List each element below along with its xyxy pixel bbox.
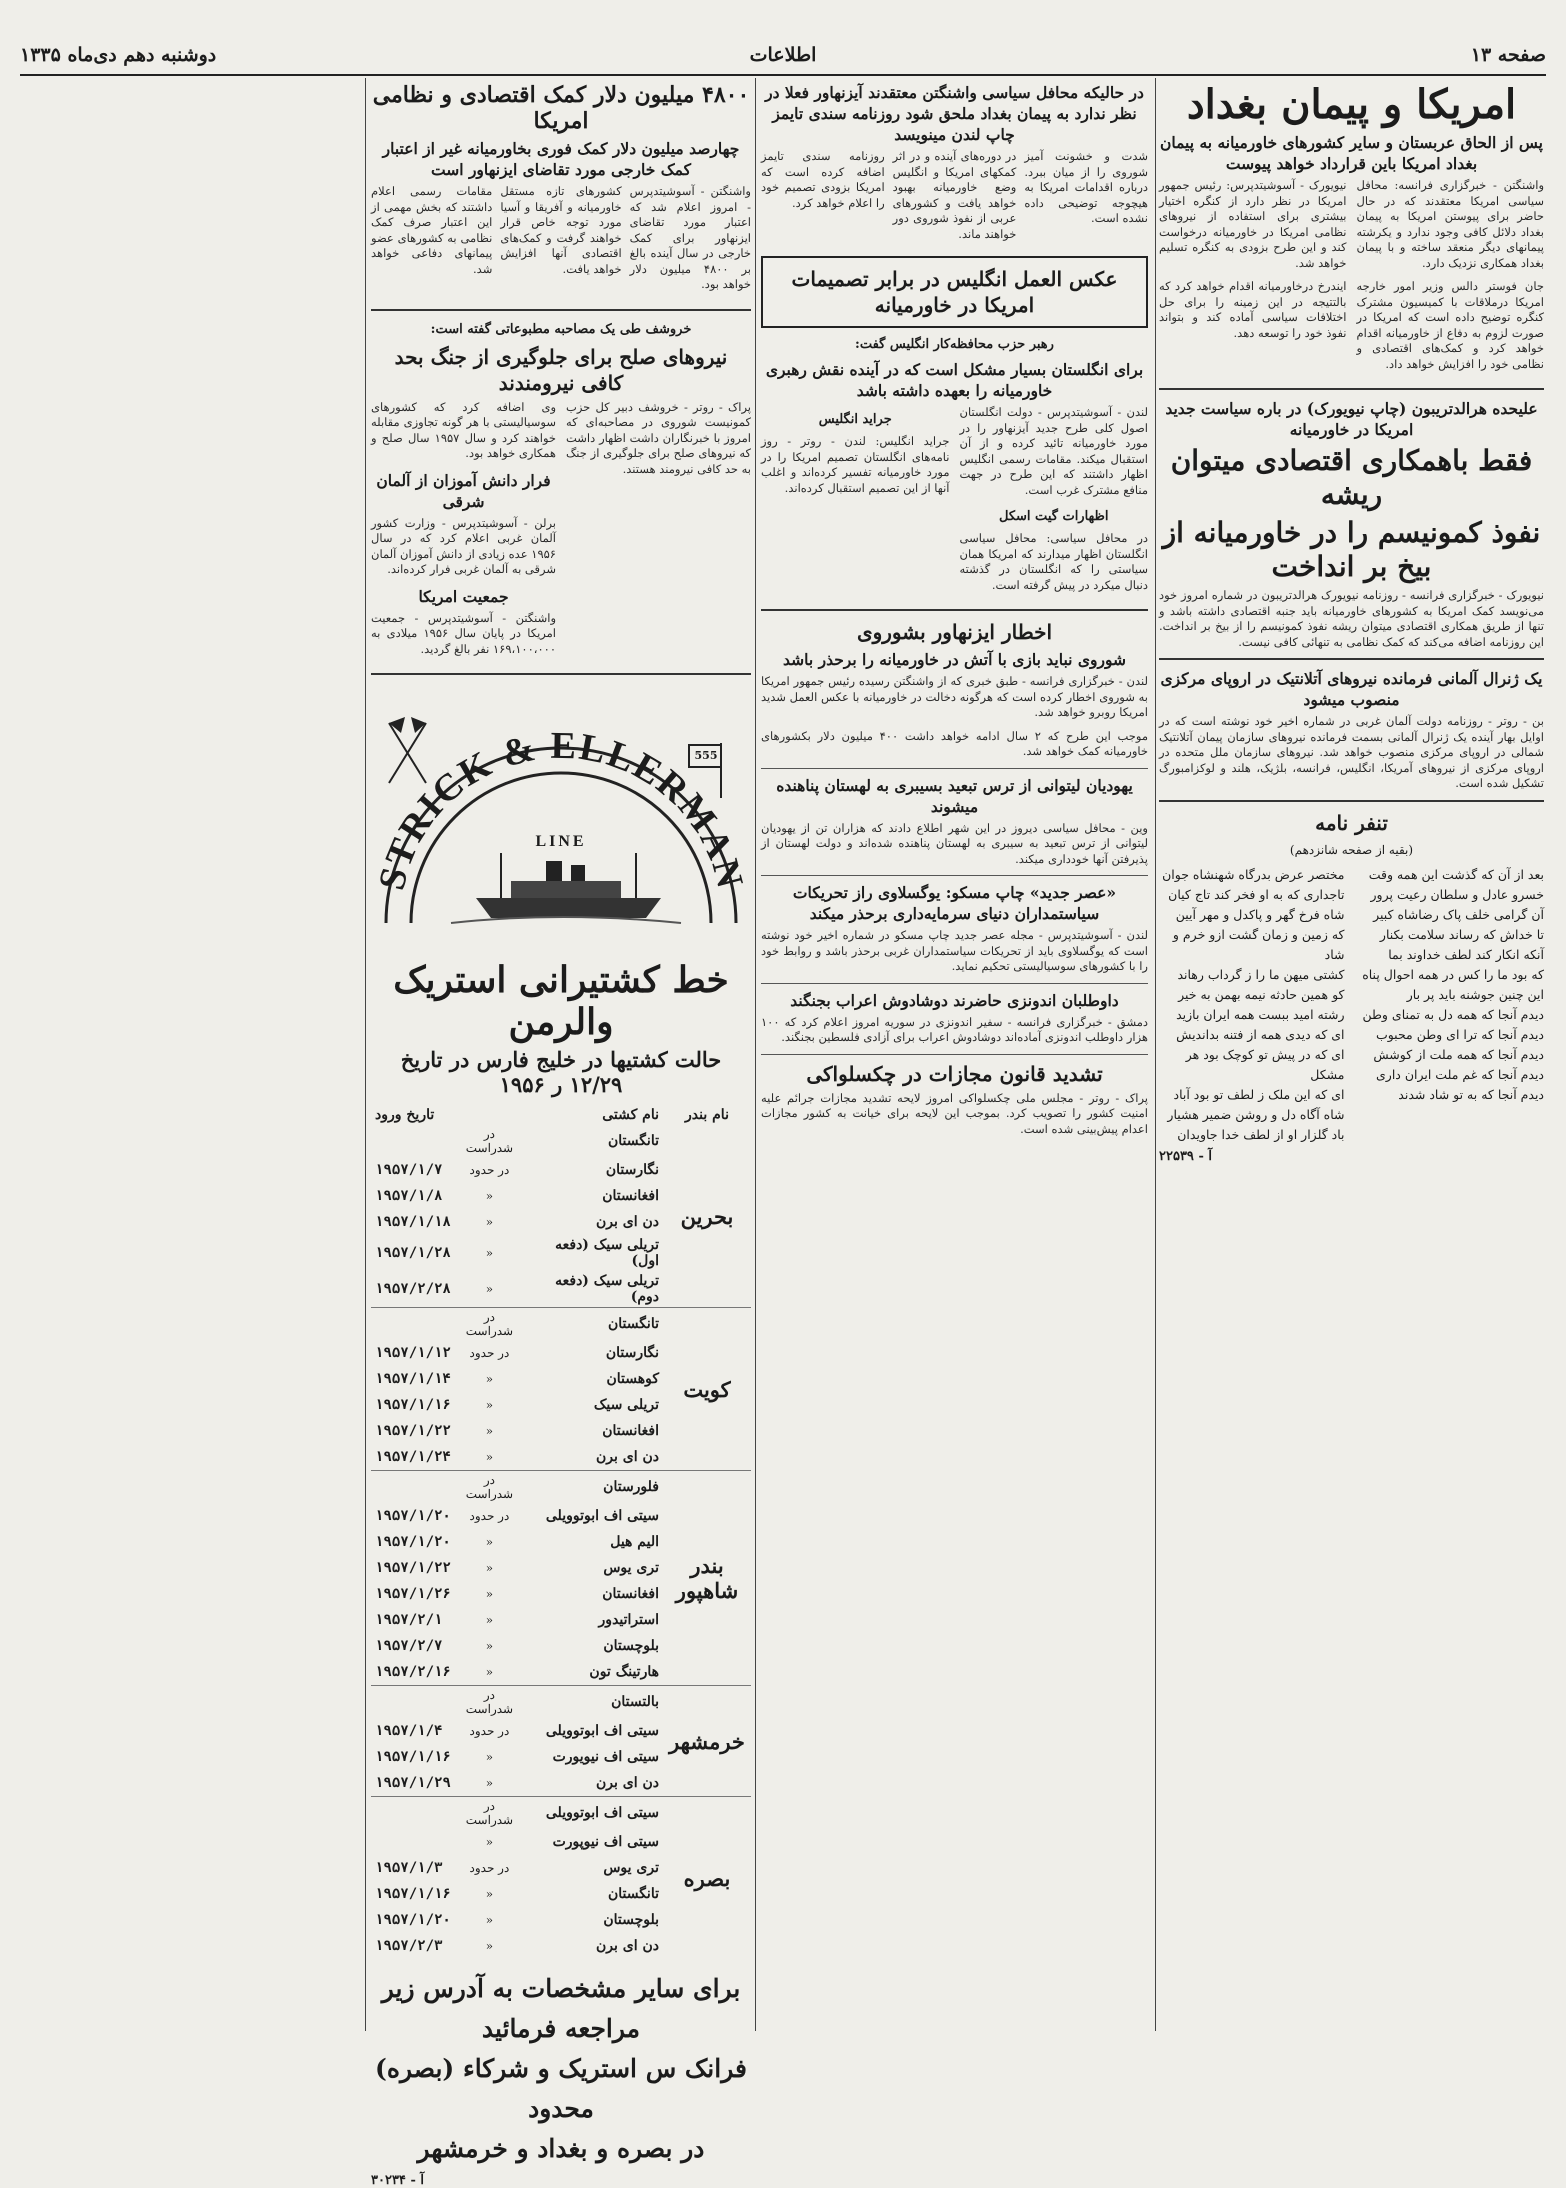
section-heading: اظهارات گیت اسکل xyxy=(999,509,1109,524)
arrival-date: ۱۹۵۷/۱/۲۰ xyxy=(375,1912,451,1928)
col-port-header: نام بندر xyxy=(685,1107,729,1123)
table-header-row xyxy=(371,1105,751,1125)
poem-line: دیدم آنجا که غم ملت ایران داری xyxy=(1376,1066,1544,1082)
table-row xyxy=(371,1686,751,1719)
divider xyxy=(1159,800,1544,802)
page-header xyxy=(20,40,1546,76)
poem-line: مختصر عرض بدرگاه شهنشاه جوان xyxy=(1162,866,1345,882)
ship-name: الیم هیل xyxy=(610,1534,659,1550)
poem-column-left xyxy=(1159,865,1345,1145)
arrival-date: ۱۹۵۷/۲/۷ xyxy=(375,1638,443,1654)
article-heading: علیحده هرالدتریبون (چاپ نیویورک) در باره سیاست جدید امریکا در خاورمیانه xyxy=(1165,399,1538,439)
poem-line: دیدم آنجا که همه دل به تمنای وطن xyxy=(1362,1006,1544,1022)
poem-column-right xyxy=(1359,865,1545,1145)
divider xyxy=(761,768,1148,769)
column-1 xyxy=(1159,78,1544,2031)
ship-name: افغانستان xyxy=(602,1188,659,1204)
ship-name: استراتیدور xyxy=(598,1612,659,1628)
steamship-icon xyxy=(451,853,681,923)
article-subheadline: شوروی نباید بازی با آتش در خاورمیانه را برحذر باشد xyxy=(783,650,1126,669)
arrival-date xyxy=(371,1308,455,1341)
ship-status: « xyxy=(485,1587,494,1601)
strick-ellerman-logo xyxy=(371,683,751,953)
ship-name: تریلی سیک (دفعه دوم) xyxy=(555,1273,659,1305)
ship-name: دن ای برن xyxy=(595,1449,659,1465)
divider xyxy=(371,673,751,675)
poem-line: ای که این ملک ز لطف تو بود آباد xyxy=(1173,1086,1345,1102)
poem-line: بعد از آن که گذشت این همه وقت xyxy=(1368,866,1544,882)
col-ship-header: نام کشتی xyxy=(602,1107,659,1123)
divider xyxy=(371,309,751,311)
column-3 xyxy=(371,78,751,2188)
ship-name: سیتی اف نیوپورت xyxy=(552,1834,659,1850)
ship-name: بلوچستان xyxy=(603,1912,659,1928)
paragraph: موجب این طرح که ۲ سال ادامه خواهد داشت ۴۰۰ میلیون دلار بکشورهای خاورمیانه کمک خواهد شد. xyxy=(761,728,1148,758)
table-row xyxy=(371,1797,751,1830)
article-body xyxy=(371,400,751,666)
headline-eisenhower-warning: اخطار ایزنهاور بشوروی xyxy=(856,620,1053,644)
headline-sunday-times: در حالیکه محافل سیاسی واشنگتن معتقدند آیزنهاور فعلا در نظر ندارد به پیمان بغداد ملحق شود روزنامه سندی تایمز چاپ لندن مینویسد xyxy=(765,83,1144,144)
paragraph: پراک - روتر - خروشف دبیر کل حزب کمونیست شوروی در مصاحبه‌ای که امروز با خبرنگاران داشت اظهار داشت که نیروهای صلح برای جلوگیری از جنگ به حد کافی نیرومند هستند. xyxy=(566,399,751,476)
paragraph: برلن - آسوشیتدپرس - وزارت کشور آلمان غربی اعلام کرد که در سال ۱۹۵۶ عده زیادی از دانش آموزان آلمان شرقی به آلمان غربی فرار کرده‌اند. xyxy=(371,515,556,576)
poem-line: شاه فرخ گهر و پاکدل و مهر آیین xyxy=(1175,906,1345,922)
ship-status: در حدود xyxy=(469,1724,510,1738)
headline-indonesia-volunteers: داوطلبان اندونزی حاضرند دوشادوش اعراب بجنگند xyxy=(790,990,1119,1010)
article-body xyxy=(761,149,1148,250)
ship-status: در شدراست xyxy=(455,1686,524,1719)
paragraph: نیویورک - آسوشیتدپرس: رئیس جمهور امریکا در نظر دارد از کنگره اختیار بیشتری برای استفاده از نیروهای نظامی امریکا در خاورمیانه درخواست کند و این طرح بزودی به کنگره تسلیم خواهد شد. xyxy=(1159,178,1347,270)
poem-line: دیدم آنجا که همه ملت از کوشش xyxy=(1373,1046,1544,1062)
ship-status: « xyxy=(485,1398,494,1412)
ship-status: « xyxy=(485,1639,494,1653)
headline-new-times-yugoslavia: «عصر جدید» چاپ مسکو: یوگسلاوی راز تحریکات سیاستمداران دنیای سرمایه‌داری برحذر میکند xyxy=(792,883,1117,923)
paragraph: لندن - آسوشیتدپرس - مجله عصر جدید چاپ مسکو در شماره اخیر خود نوشته است که یوگسلاوی باید از تحریکات سیاستمداران غربی برحذر باشد و روابط خود را با کشورهای سوسیالیستی تحکیم نماید. xyxy=(761,928,1148,973)
headline-british-reaction: عکس العمل انگلیس در برابر تصمیمات امریکا در خاورمیانه xyxy=(791,267,1118,317)
ship-status: « xyxy=(485,1372,494,1386)
arrival-date: ۱۹۵۷/۱/۷ xyxy=(375,1162,443,1178)
ship-status: « xyxy=(485,1776,494,1790)
ship-name: تانگستان xyxy=(607,1886,659,1902)
ship-status: در شدراست xyxy=(455,1797,524,1830)
schedule-subtitle: حالت کشتیها در خلیج فارس در تاریخ ۱۲/۲۹ ر ۱۹۵۶ xyxy=(400,1047,722,1097)
poem-line: ای که در پیش تو کوچک بود هر مشکل xyxy=(1185,1046,1345,1082)
headline-czech-law: تشدید قانون مجازات در چکسلواکی xyxy=(806,1061,1103,1086)
ad-reference: آ - ۳۰۲۳۴ xyxy=(371,2173,424,2188)
ship-status: « xyxy=(485,1913,494,1927)
ship-name: تانگستان xyxy=(524,1308,663,1341)
column-rule xyxy=(365,78,366,2031)
subheadline: پس از الحاق عربستان و سایر کشورهای خاورمیانه به پیمان بغداد امریکا باین قرارداد خواهد پیوست xyxy=(1159,133,1543,173)
ship-name: کوهستان xyxy=(606,1371,659,1387)
column-rule xyxy=(1155,78,1156,2031)
poem-line: شاه آگاه دل و روشن ضمیر هشیار xyxy=(1167,1106,1345,1122)
footer-line: برای سایر مشخصات به آدرس زیر مراجعه فرمائید xyxy=(381,1974,741,2043)
paragraph: جان فوستر دالس وزیر امور خارجه امریکا درملاقات با کمیسیون مشترک کنگره توضیح داده است که امریکا در صورت لزوم به دفاع از خاورمیانه اقدام خواهد کرد و کمک‌های اقتصادی و نظامی خود را افزایش خواهد داد. xyxy=(1356,279,1544,371)
paragraph: وی اضافه کرد که کشورهای سوسیالیستی با هر گونه تجاوزی مقابله خواهند کرد و سال ۱۹۵۷ سال صلح و همکاری خواهد بود. xyxy=(371,399,556,460)
newspaper-name: اطلاعات xyxy=(749,44,817,66)
headline-lithuania-jews: یهودیان لیتوانی از ترس تبعید بسیبری به لهستان پناهنده میشوند xyxy=(776,775,1133,816)
poem-line: کشتی میهن ما را ز گرداب رهاند xyxy=(1177,966,1345,982)
paragraph: در دوره‌های آینده و در اثر کمکهای امریکا و انگلیس وضع خاورمیانه بهبود خواهد یافت و کشورهای عربی از نفوذ شوروی دور خواهند ماند. xyxy=(892,149,1017,241)
ship-name: بلوچستان xyxy=(603,1638,659,1654)
ship-name: سیتی اف ابوتوویلی xyxy=(545,1508,659,1524)
poem-line: که زمین و زمان گشت ازو خرم و شاد xyxy=(1172,926,1345,962)
ship-name: تری یوس xyxy=(603,1860,659,1876)
ship-status: « xyxy=(485,1613,494,1627)
port-name: کویت xyxy=(663,1308,751,1471)
section-heading: جراید انگلیس xyxy=(818,412,892,427)
ship-name: فلورستان xyxy=(524,1471,663,1504)
ship-name: سیتی اف ابوتوویلی xyxy=(524,1797,663,1830)
ship-name: افغانستان xyxy=(602,1586,659,1602)
ship-name: نگارستان xyxy=(605,1345,659,1361)
article-kicker: خروشف طی یک مصاحبه مطبوعاتی گفته است: xyxy=(430,321,692,337)
poem-line: آنکه انکار کند لطف خداوند بما xyxy=(1388,946,1544,962)
arrival-date: ۱۹۵۷/۱/۲۰ xyxy=(375,1508,451,1524)
crossed-flags-icon xyxy=(389,717,426,783)
headline-4800-million: ۴۸۰۰ میلیون دلار کمک اقتصادی و نظامی امریکا xyxy=(372,82,750,134)
ship-status: « xyxy=(485,1665,494,1679)
arrival-date: ۱۹۵۷/۱/۱۶ xyxy=(375,1749,451,1765)
article-body xyxy=(761,405,1148,601)
paragraph: لندن - آسوشیتدپرس - دولت انگلستان اصول کلی طرح جدید آیزنهاور را در مورد خاورمیانه تائید کرده و از آن استقبال میکند. مقامات رسمی انگلیس اظهار داشتند که این طرح در جهت منافع مشترک غرب است. xyxy=(959,405,1148,497)
ship-status: « xyxy=(485,1835,494,1849)
poem-line: رشته امید ببست همه ایران بازید xyxy=(1176,1006,1345,1022)
article-subheadline: برای انگلستان بسیار مشکل است که در آینده نقش رهبری خاورمیانه را بعهده داشته باشد xyxy=(765,360,1144,400)
arrival-date: ۱۹۵۷/۱/۱۶ xyxy=(375,1397,451,1413)
paragraph: شدت و خشونت آمیز شوروی را از میان ببرد. درباره اقدامات امریکا به هیچوجه توضیحی داده نشده است. xyxy=(1024,149,1148,225)
divider xyxy=(761,1054,1148,1055)
poem-title: تنفر نامه xyxy=(1315,810,1388,835)
port-name: بندر شاهپور xyxy=(663,1471,751,1686)
poem-line: باد گلزار او از لطف خدا جاویدان xyxy=(1177,1126,1345,1142)
footer-line: فرانک س استریک و شرکاء (بصره) محدود xyxy=(375,2054,747,2123)
arrival-date: ۱۹۵۷/۱/۸ xyxy=(375,1188,443,1204)
table-row xyxy=(371,1308,751,1341)
paragraph: کشورهای تازه مستقل خاورمیانه و آفریقا و آسیا مورد توجه خاص قرار خواهند گرفت و کمک‌های اقتصادی آنها افزایش خواهد یافت. xyxy=(500,184,622,276)
arrival-date xyxy=(371,1797,455,1830)
paragraph: دمشق - خبرگزاری فرانسه - سفیر اندونزی در سوریه امروز اعلام کرد که ۱۰۰ هزار داوطلب اندونزی آماده‌اند دوشادوش اعراب برای آزادی فلسطین بجنگند. xyxy=(761,1014,1148,1044)
arrival-date xyxy=(371,1686,455,1719)
poem-line: خسرو عادل و سلطان رعیت پرور xyxy=(1370,886,1544,902)
arrival-date: ۱۹۵۷/۱/۱۴ xyxy=(375,1371,451,1387)
paragraph: جراید انگلیس: لندن - روتر - روز نامه‌های انگلستان تصمیم امریکا را در مورد خاورمیانه تفسیر کرده‌اند و اغلب آنها از این تصمیم استقبال کرده‌اند. xyxy=(761,434,950,495)
ship-status: « xyxy=(485,1939,494,1953)
arrival-date: ۱۹۵۷/۱/۲۸ xyxy=(375,1245,451,1261)
arrival-date: ۱۹۵۷/۱/۱۸ xyxy=(375,1214,451,1230)
ship-status: « xyxy=(485,1887,494,1901)
poem-line: ای که دیدی همه از فتنه بداندیش xyxy=(1176,1026,1345,1042)
headline-peace-forces: نیروهای صلح برای جلوگیری از جنگ بحد کافی نیرومندند xyxy=(394,344,728,395)
arrival-date: ۱۹۵۷/۲/۱ xyxy=(375,1612,443,1628)
poem-line: دیدم آنجا که ترا ای وطن محبوب xyxy=(1375,1026,1544,1042)
footer-line: در بصره و بغداد و خرمشهر xyxy=(417,2134,705,2163)
paragraph: روزنامه سندی تایمز اضافه کرده است که امریکا بزودی تصمیم خود را اعلام خواهد کرد. xyxy=(760,149,885,210)
headline-america-baghdad-pact: امریکا و پیمان بغداد xyxy=(1186,81,1517,128)
ad-footer xyxy=(371,1969,751,2169)
paragraph: وین - محافل سیاسی دیروز در این شهر اطلاع دادند که هزاران تن از یهودیان لیتوانی از ترس تبعید به سیبری به لهستان پناهنده شده‌اند و دولت لهستان از پذیرفتن آنها خودداری میکند. xyxy=(761,820,1148,866)
arrival-date xyxy=(371,1829,455,1855)
poem-line: آن گرامی خلف پاک رضاشاه کبیر xyxy=(1373,906,1544,922)
logo-line: LINE xyxy=(535,833,587,850)
ship-status: در حدود xyxy=(469,1163,510,1177)
ship-name: تری یوس xyxy=(603,1560,659,1576)
arrival-date: ۱۹۵۷/۱/۳ xyxy=(375,1860,443,1876)
ship-name: دن ای برن xyxy=(595,1938,659,1954)
headline-economic-cooperation: فقط باهمکاری اقتصادی میتوان ریشه xyxy=(1170,444,1533,511)
divider xyxy=(761,609,1148,611)
headline-communism-influence: نفوذ کمونیسم را در خاورمیانه از بیخ بر انداخت xyxy=(1162,516,1541,583)
headline-box xyxy=(761,256,1148,328)
ship-status: « xyxy=(485,1215,494,1229)
headline-german-general: یک ژنرال آلمانی فرمانده نیروهای آتلانتیک در اروپای مرکزی منصوب میشود xyxy=(1160,669,1543,709)
ship-name: هارتینگ تون xyxy=(589,1664,659,1680)
logo-name: STRICK & ELLERMAN xyxy=(371,724,751,895)
divider xyxy=(1159,388,1544,390)
article-kicker: رهبر حزب محافظه‌کار انگلیس گفت: xyxy=(855,337,1054,352)
col-date-header: تاریخ ورود xyxy=(375,1107,435,1123)
arrival-date: ۱۹۵۷/۲/۳ xyxy=(375,1938,443,1954)
headline-us-population: جمعیت امریکا xyxy=(418,586,509,606)
headline-east-german-students: فرار دانش آموزان از آلمان شرقی xyxy=(376,470,551,511)
paragraph: لندن - خبرگزاری فرانسه - طبق خبری که از واشنگتن رسیده رئیس جمهور امریکا به شوروی اخطار کرده است که هرگونه دخالت در خاورمیانه با عکس العمل شدید امریکا روبرو خواهد شد. xyxy=(761,674,1148,719)
paragraph: مقامات رسمی اعلام داشتند که بخش مهمی از این اعتبار صرف کمک نظامی به کشورهای عضو پیمانهای دفاعی خواهد شد. xyxy=(371,184,493,276)
article-body xyxy=(371,184,751,301)
ship-name: نگارستان xyxy=(605,1162,659,1178)
shipping-line-title: خط کشتیرانی استریک والرمن xyxy=(393,959,729,1043)
paragraph: واشنگتن - آسوشیتدپرس - جمعیت امریکا در پایان سال ۱۹۵۶ میلادی به ۱۶۹،۱۰۰،۰۰۰ نفر بالغ گردید. xyxy=(371,610,556,656)
ship-status: در حدود xyxy=(469,1861,510,1875)
column-4 xyxy=(20,78,360,2031)
ship-name: بالتستان xyxy=(524,1686,663,1719)
subheadline: چهارصد میلیون دلار کمک فوری بخاورمیانه غیر از اعتبار کمک خارجی مورد تقاضای ایزنهاور است xyxy=(382,139,740,179)
arrival-date: ۱۹۵۷/۱/۴ xyxy=(375,1723,443,1739)
poem-line: این چنین جوشنه باید پر بار xyxy=(1406,986,1544,1002)
arrival-date: ۱۹۵۷/۱/۲۲ xyxy=(375,1560,451,1576)
divider xyxy=(761,875,1148,876)
poem-line: دیدم آنجا که به تو شاد شدند xyxy=(1398,1086,1544,1102)
flag-number: 555 xyxy=(694,749,718,762)
poem-line: کو همین حادثه نیمه بهمن به خیر xyxy=(1178,986,1345,1002)
ship-status: در شدراست xyxy=(455,1471,524,1504)
paragraph: واشنگتن - آسوشیتدپرس - امروز اعلام شد که اعتبار مورد تقاضای ایزنهاور برای کمک خارجی در سال آینده بالغ بر ۴۸۰۰ میلیون دلار خواهد بود. xyxy=(629,184,751,291)
ship-name: دن ای برن xyxy=(595,1775,659,1791)
arrival-date: ۱۹۵۷/۱/۲۲ xyxy=(375,1423,451,1439)
column-rule xyxy=(755,78,756,2031)
paragraph: در محافل سیاسی: محافل سیاسی انگلستان اظهار میدارند که امریکا همان سیاستی را که انگلستان در گذشته دنبال میکرد در پیش گرفته است. xyxy=(959,531,1148,592)
ship-status: « xyxy=(485,1189,494,1203)
article-body xyxy=(1159,178,1544,380)
ship-name: افغانستان xyxy=(602,1423,659,1439)
port-name: بصره xyxy=(663,1797,751,1960)
paragraph: پراک - روتر - مجلس ملی چکسلواکی امروز لایحه تشدید مجازات جرائم علیه امنیت کشور را تصویب کرد. بموجب این لایحه برای خیانت به کشور مجازات اعدام پیش‌بینی شده است. xyxy=(761,1090,1148,1136)
poem-body xyxy=(1159,865,1544,1145)
ship-name: سیتی اف نیویورت xyxy=(552,1749,659,1765)
ship-status: « xyxy=(485,1424,494,1438)
issue-date: دوشنبه دهم دی‌ماه ۱۳۳۵ xyxy=(20,44,217,66)
paragraph: بن - روتر - روزنامه دولت آلمان غربی در شماره اخیر خود نوشته است که در اوایل بهار آینده یک ژنرال آلمانی بسمت فرمانده نیروهای سازمان پیمان آتلانتیک شمالی در اروپای مرکزی منصوب خواهد شد. نیروهای سازمان ملل متحده در اروپای مرکزی از نیروهای آمریکا، انگلیس، فرانسه، بلژیک، هلند و لوکزامبورگ تشکیل شده است. xyxy=(1159,714,1544,790)
ship-status: در حدود xyxy=(469,1509,510,1523)
poem-line: تاجداری که به او فخر کند تاج کیان xyxy=(1168,886,1345,902)
divider xyxy=(761,983,1148,984)
ship-name: تانگستان xyxy=(607,1133,659,1149)
arrival-date: ۱۹۵۷/۱/۲۹ xyxy=(375,1775,451,1791)
poem-line: که بود ما را کس در همه احوال پناه xyxy=(1362,966,1544,982)
arrival-date: ۱۹۵۷/۱/۲۶ xyxy=(375,1586,451,1602)
divider xyxy=(1159,658,1544,660)
ship-name: تریلی سیک xyxy=(593,1397,659,1413)
ship-name: سیتی اف ابوتوویلی xyxy=(545,1723,659,1739)
paragraph: واشنگتن - خبرگزاری فرانسه: محافل سیاسی امریکا معتقدند که در حال حاضر برای پیوستن امریکا به پیمان بغداد دلائل کافی وجود ندارد و یکرشته پیمانهای دیگر منعقد ساخته و با پیمان بغداد همکاری نزدیک دارد. xyxy=(1356,178,1544,270)
poem-subtitle: (بقیه از صفحه شانزدهم) xyxy=(1289,842,1414,857)
ship-status: در حدود xyxy=(469,1346,510,1360)
ship-status: « xyxy=(485,1750,494,1764)
port-name: خرمشهر xyxy=(663,1686,751,1797)
ship-name: دن ای برن xyxy=(595,1214,659,1230)
ship-status: « xyxy=(485,1561,494,1575)
arrival-date: ۱۹۵۷/۱/۱۶ xyxy=(375,1886,451,1902)
arrival-date: ۱۹۵۷/۱/۲۴ xyxy=(375,1449,451,1465)
col-status-header xyxy=(455,1105,524,1125)
table-row xyxy=(371,1471,751,1504)
port-name: بحرین xyxy=(680,1203,734,1229)
ship-status: « xyxy=(485,1535,494,1549)
ship-schedule-table xyxy=(371,1105,751,1959)
page-number: صفحه ۱۳ xyxy=(1470,44,1546,66)
ship-status: در شدراست xyxy=(455,1308,524,1341)
ship-status: « xyxy=(485,1246,494,1260)
arrival-date: ۱۹۵۷/۲/۱۶ xyxy=(375,1664,451,1680)
arrival-date: ۱۹۵۷/۲/۲۸ xyxy=(375,1281,451,1297)
ad-reference: آ - ۲۲۵۳۹ xyxy=(1159,1148,1212,1164)
ship-status: « xyxy=(485,1282,494,1296)
poem-line: تا خداش که رساند سلامت بکنار xyxy=(1379,926,1544,942)
paragraph: ایندرخ درخاورمیانه اقدام خواهد کرد که بالتتیجه در این زمینه را برای حل اختلافات سیاسی آماده کند و بتواند نفوذ خود را توسعه دهد. xyxy=(1159,279,1347,340)
paragraph: نیویورک - خبرگزاری فرانسه - روزنامه نیویورک هرالدتریبون در شماره امروز خود می‌نویسد کمک امریکا به کشورهای خاورمیانه باید جنبه اقتصادی داشته باشد و تنها از طریق همکاری اقتصادی میتوان ریشه نفوذ کمونیسم را از بیخ بر انداخت. این روزنامه اضافه می‌کند که کمک نظامی به تنهائی کافی نیست. xyxy=(1159,588,1544,649)
table-row xyxy=(371,1125,751,1157)
ship-status: در شدراست xyxy=(465,1127,514,1155)
arrival-date: ۱۹۵۷/۱/۱۲ xyxy=(375,1345,451,1361)
ship-status: « xyxy=(485,1450,494,1464)
logo-emblem xyxy=(371,683,751,953)
ship-name: تریلی سیک (دفعه اول) xyxy=(555,1237,659,1269)
arrival-date xyxy=(371,1125,455,1157)
arrival-date: ۱۹۵۷/۱/۲۰ xyxy=(375,1534,451,1550)
arrival-date xyxy=(371,1471,455,1504)
column-2 xyxy=(761,78,1148,2031)
